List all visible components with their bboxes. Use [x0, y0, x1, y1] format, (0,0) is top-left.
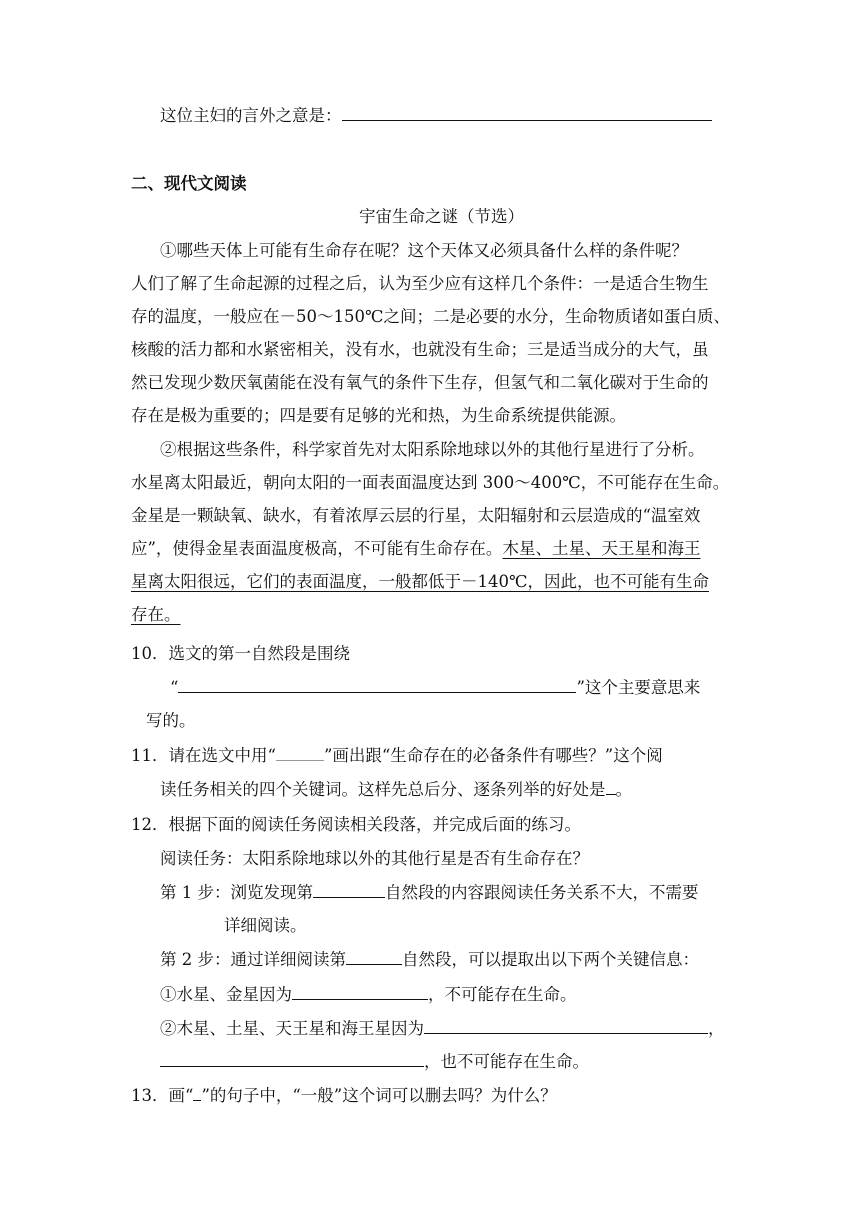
question-10-answer-line	[170, 676, 700, 700]
q9-answer-line	[160, 104, 712, 128]
key-info-2	[160, 1017, 725, 1041]
question-10-answer-blank[interactable]	[178, 676, 576, 693]
underlined-sentence: 木星、土星、天王星和海王	[502, 539, 701, 558]
key-info-1-text: ①水星、金星因为	[160, 985, 292, 1004]
key-info-2-text: ②木星、土星、天王星和海王星因为	[160, 1019, 424, 1038]
passage-title: 宇宙生命之谜（节选）	[359, 207, 524, 226]
question-11-answer-blank[interactable]	[606, 778, 616, 795]
open-quote: “	[170, 678, 179, 697]
step-1-blank[interactable]	[313, 881, 385, 898]
step-2-blank[interactable]	[346, 948, 402, 965]
step-2-text: 第 2 步：通过详细阅读第	[160, 950, 346, 969]
paragraph-2-line: 水星离太阳最近，朝向太阳的一面表面温度达到 300～400℃，不可能存在生命。	[131, 473, 730, 492]
step-1-text: 第 1 步：浏览发现第	[160, 883, 313, 902]
underlined-sentence: 星离太阳很远，它们的表面温度，一般都低于－140℃，因此，也不可能有生命	[131, 572, 709, 591]
key-info-2-text: ，	[708, 1019, 725, 1038]
paragraph-1-line: 存在是极为重要的；四是要有足够的光和热，为生命系统提供能源。	[131, 406, 626, 425]
section-heading: 二、现代文阅读	[131, 174, 247, 193]
question-11-part: 11．请在选文中用“	[131, 746, 276, 765]
key-info-1	[160, 983, 577, 1007]
question-10-tail: ”这个主要意思来	[576, 678, 701, 697]
question-12-text: 12．根据下面的阅读任务阅读相关段落，并完成后面的练习。	[131, 815, 581, 834]
paragraph-1-line: 然已发现少数厌氧菌能在没有氧气的条件下生存，但氢气和二氧化碳对于生命的	[131, 373, 709, 392]
underlined-sentence: 存在。	[131, 605, 181, 624]
paragraph-1-line: 核酸的活力都和水紧密相关，没有水，也就没有生命；三是适当成分的大气，虽	[131, 340, 709, 359]
underline-symbol-sample	[276, 744, 324, 761]
paragraph-2-line	[131, 537, 700, 561]
reading-task: 阅读任务：太阳系除地球以外的其他行星是否有生命存在？	[160, 849, 589, 868]
q9-label: 这位主妇的言外之意是：	[160, 106, 342, 125]
question-10-text: 10．选文的第一自然段是围绕	[131, 644, 350, 663]
paragraph-1-line: 人们了解了生命起源的过程之后，认为至少应有这样几个条件：一是适合生物生	[131, 274, 709, 293]
step-2	[160, 948, 699, 972]
question-11-part: 。	[615, 780, 632, 799]
key-info-1-text: ，不可能存在生命。	[428, 985, 577, 1004]
paragraph-1-line: 存的温度，一般应在－50～150℃之间；二是必要的水分，生命物质诸如蛋白质、	[131, 307, 730, 326]
paragraph-2-plain-text: 应”，使得金星表面温度极高，不可能有生命存在。	[131, 539, 503, 558]
q9-answer-blank[interactable]	[342, 104, 712, 121]
step-2-text: 自然段，可以提取出以下两个关键信息：	[402, 950, 699, 969]
question-11-part: 读任务相关的四个关键词。这样先总后分、逐条列举的好处是	[160, 780, 606, 799]
question-11-text	[131, 744, 663, 768]
question-11-part: ”画出跟“生命存在的必备条件有哪些？”这个阅	[323, 746, 663, 765]
step-1	[160, 881, 699, 905]
key-info-1-blank[interactable]	[292, 983, 428, 1000]
step-1-text: 自然段的内容跟阅读任务关系不大，不需要	[385, 883, 699, 902]
key-info-2-text: ，也不可能存在生命。	[424, 1052, 589, 1071]
paragraph-1-line: ①哪些天体上可能有生命存在呢？这个天体又必须具备什么样的条件呢？	[160, 241, 688, 260]
key-info-2-blank[interactable]	[424, 1017, 708, 1034]
question-13-text	[131, 1084, 557, 1108]
question-11-line-2	[160, 778, 632, 802]
key-info-2-continued	[160, 1050, 589, 1074]
question-10-tail-line: 写的。	[146, 711, 196, 730]
paragraph-2-line: 金星是一颗缺氧、缺水，有着浓厚云层的行星，太阳辐射和云层造成的“温室效	[131, 506, 701, 525]
question-13-part: ”的句子中，“一般”这个词可以删去吗？为什么？	[201, 1086, 557, 1105]
step-1-continued: 详细阅读。	[224, 916, 307, 935]
key-info-2-blank-2[interactable]	[160, 1050, 424, 1067]
question-13-part: 13．画“	[131, 1086, 194, 1105]
paragraph-2-line: ②根据这些条件，科学家首先对太阳系除地球以外的其他行星进行了分析。	[160, 440, 705, 459]
